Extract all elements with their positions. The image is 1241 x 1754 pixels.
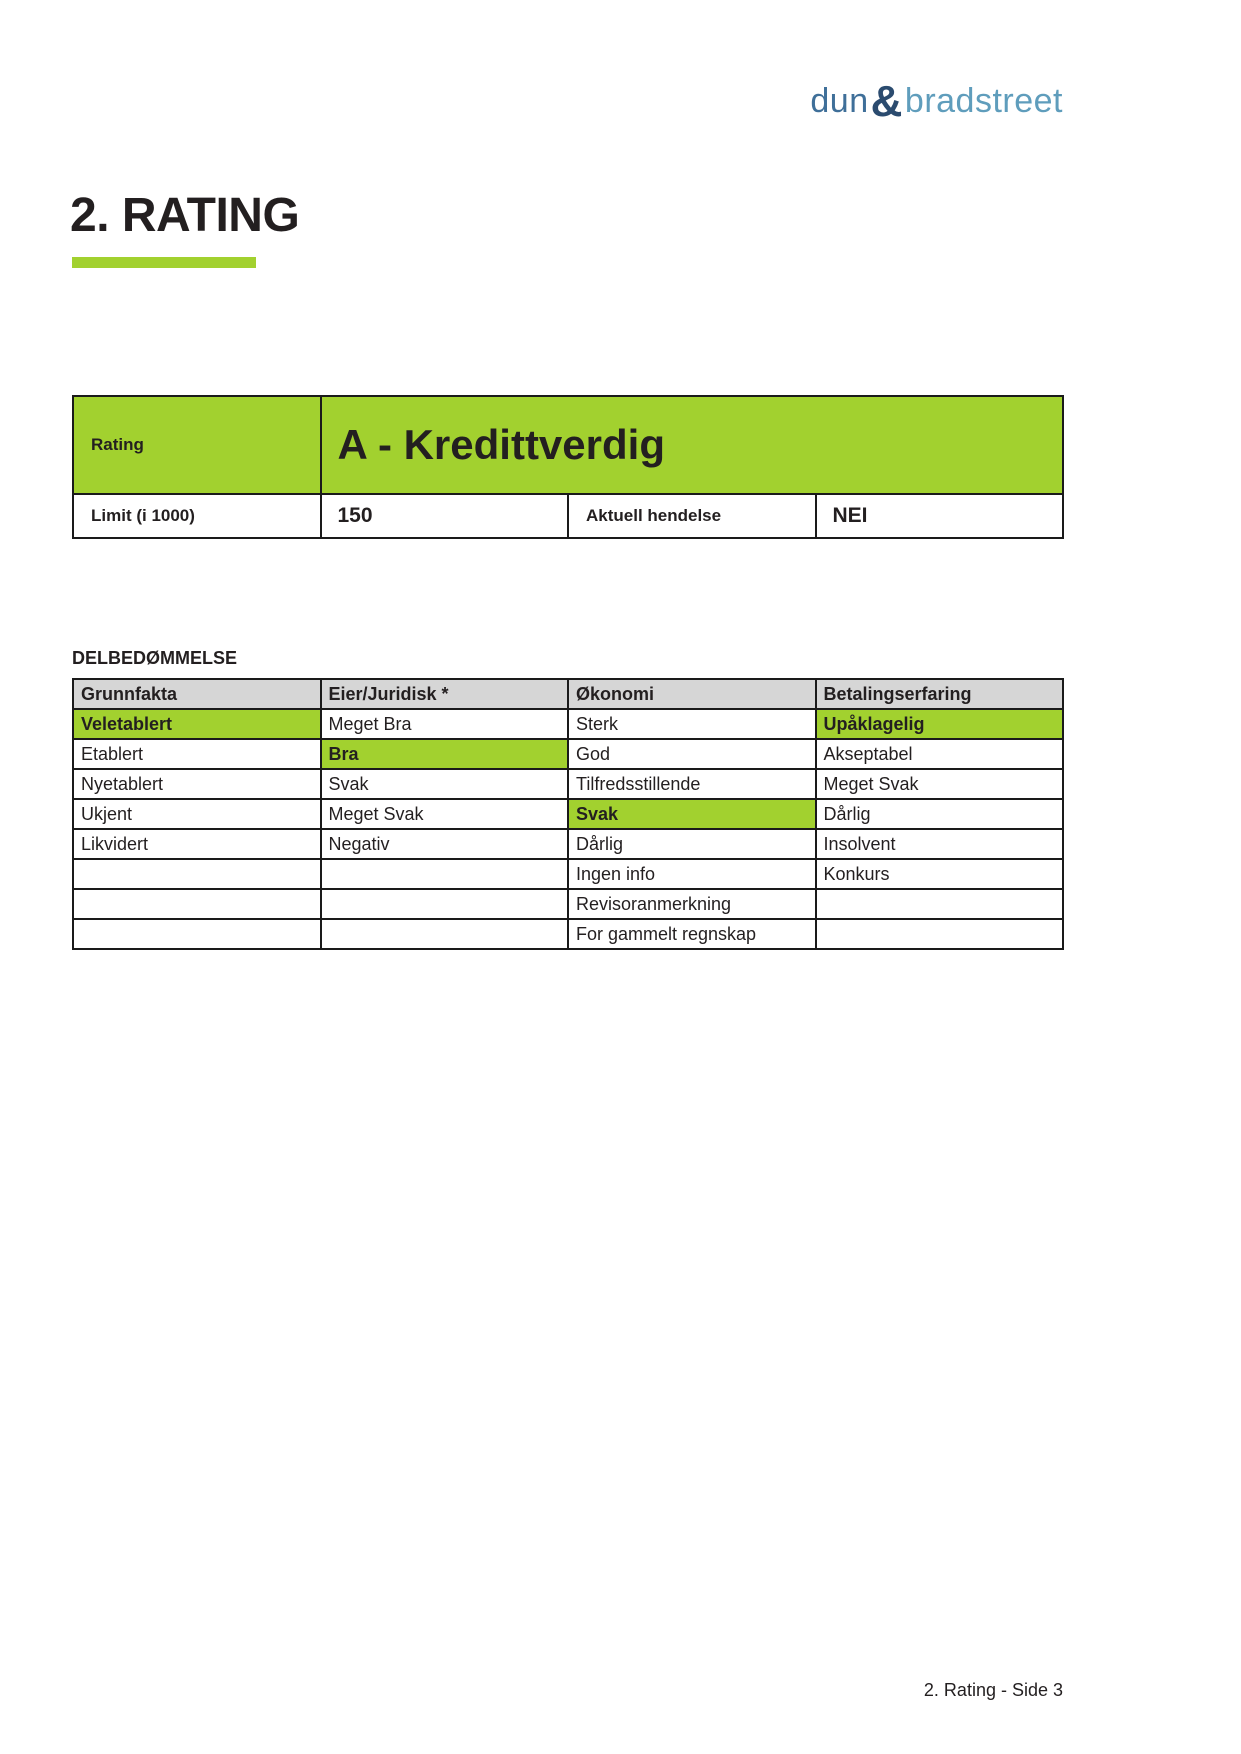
delbedommelse-row bbox=[73, 739, 1063, 769]
delbedommelse-cell bbox=[73, 919, 321, 949]
delbedommelse-row bbox=[73, 859, 1063, 889]
delbedommelse-cell: Meget Bra bbox=[321, 709, 569, 739]
delbedommelse-cell: Ukjent bbox=[73, 799, 321, 829]
delbedommelse-cell: Dårlig bbox=[568, 829, 816, 859]
column-header-betalingserfaring: Betalingserfaring bbox=[816, 679, 1064, 709]
delbedommelse-cell: Ingen info bbox=[568, 859, 816, 889]
dnb-logo bbox=[810, 76, 1063, 126]
rating-limits-row bbox=[73, 494, 1063, 538]
delbedommelse-table bbox=[72, 678, 1064, 950]
delbedommelse-cell: Insolvent bbox=[816, 829, 1064, 859]
logo-text-bradstreet: bradstreet bbox=[904, 82, 1063, 120]
page-footer: 2. Rating - Side 3 bbox=[923, 1680, 1063, 1700]
delbedommelse-cell: God bbox=[568, 739, 816, 769]
delbedommelse-cell: Tilfredsstillende bbox=[568, 769, 816, 799]
delbedommelse-title: DELBEDØMMELSE bbox=[72, 648, 238, 668]
delbedommelse-row bbox=[73, 769, 1063, 799]
aktuell-hendelse-value: NEI bbox=[816, 494, 1064, 538]
rating-label: Rating bbox=[73, 396, 321, 494]
delbedommelse-row bbox=[73, 799, 1063, 829]
delbedommelse-cell bbox=[73, 859, 321, 889]
ampersand-icon: & bbox=[870, 77, 903, 126]
delbedommelse-cell bbox=[816, 919, 1064, 949]
column-header-grunnfakta: Grunnfakta bbox=[73, 679, 321, 709]
delbedommelse-cell bbox=[321, 889, 569, 919]
delbedommelse-cell: Nyetablert bbox=[73, 769, 321, 799]
delbedommelse-cell: Svak bbox=[568, 799, 816, 829]
delbedommelse-row bbox=[73, 889, 1063, 919]
delbedommelse-cell: Upåklagelig bbox=[816, 709, 1064, 739]
delbedommelse-cell: Veletablert bbox=[73, 709, 321, 739]
rating-banner-row bbox=[73, 396, 1063, 494]
limit-value: 150 bbox=[321, 494, 569, 538]
delbedommelse-cell: Sterk bbox=[568, 709, 816, 739]
delbedommelse-cell: Konkurs bbox=[816, 859, 1064, 889]
rating-value: A - Kredittverdig bbox=[321, 396, 1064, 494]
delbedommelse-cell: Svak bbox=[321, 769, 569, 799]
delbedommelse-cell bbox=[816, 889, 1064, 919]
column-header-okonomi: Økonomi bbox=[568, 679, 816, 709]
delbedommelse-header-row bbox=[73, 679, 1063, 709]
logo-text-dun: dun bbox=[810, 82, 869, 120]
aktuell-hendelse-label: Aktuell hendelse bbox=[568, 494, 816, 538]
delbedommelse-row bbox=[73, 709, 1063, 739]
delbedommelse-cell: For gammelt regnskap bbox=[568, 919, 816, 949]
page-title: 2. RATING bbox=[70, 189, 300, 242]
delbedommelse-cell: Bra bbox=[321, 739, 569, 769]
delbedommelse-row bbox=[73, 919, 1063, 949]
title-underline bbox=[72, 257, 256, 268]
delbedommelse-row bbox=[73, 829, 1063, 859]
column-header-eier-juridisk: Eier/Juridisk * bbox=[321, 679, 569, 709]
delbedommelse-cell bbox=[321, 919, 569, 949]
delbedommelse-cell: Negativ bbox=[321, 829, 569, 859]
delbedommelse-cell bbox=[73, 889, 321, 919]
delbedommelse-cell: Meget Svak bbox=[321, 799, 569, 829]
delbedommelse-cell: Likvidert bbox=[73, 829, 321, 859]
delbedommelse-body bbox=[73, 709, 1063, 949]
delbedommelse-cell: Revisoranmerkning bbox=[568, 889, 816, 919]
rating-table bbox=[72, 395, 1064, 539]
delbedommelse-cell: Meget Svak bbox=[816, 769, 1064, 799]
limit-label: Limit (i 1000) bbox=[73, 494, 321, 538]
delbedommelse-cell: Akseptabel bbox=[816, 739, 1064, 769]
delbedommelse-cell: Dårlig bbox=[816, 799, 1064, 829]
delbedommelse-cell: Etablert bbox=[73, 739, 321, 769]
delbedommelse-cell bbox=[321, 859, 569, 889]
